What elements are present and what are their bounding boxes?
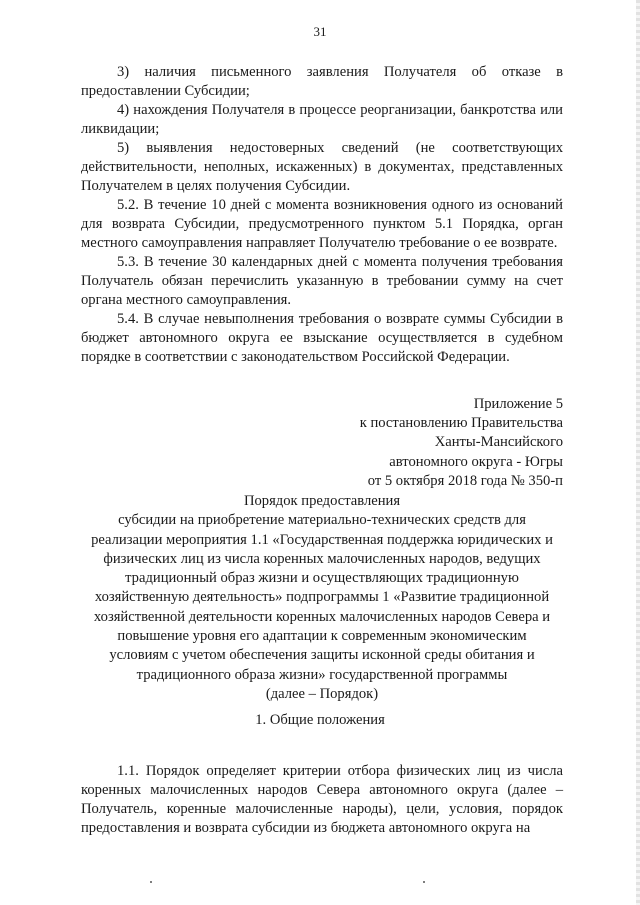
paragraph-item-4: 4) нахождения Получателя в процессе реорганизации, банкротства или ликвидации; [81,102,563,137]
title-line: условиям с учетом обеспечения защиты исконной среды обитания и [109,647,535,664]
title-line: физических лиц из числа коренных малочисленных народов, ведущих [103,550,541,567]
appendix-line: автономного округа - Югры [389,453,563,470]
title-line: (далее – Порядок) [265,685,379,702]
paragraph-5-3: 5.3. В течение 30 календарных дней с момента получения требования Получатель обязан перечислить указанную в требовании сумму на счет органа местного самоуправления. [81,254,563,308]
scan-edge-artifact [636,0,640,905]
appendix-line: к постановлению Правительства [359,415,563,432]
appendix-line: Приложение 5 [473,396,563,412]
bottom-text-block [81,762,563,838]
paragraph-5-2: 5.2. В течение 10 дней с момента возникновения одного из оснований для возврата Субсидии, предусмотренного пунктом 5.1 Порядка, орган местного самоуправления направляет Получателю требование о ее возврате. [81,197,563,251]
title-line: хозяйственной деятельности коренных малочисленных народов Севера и [93,608,551,625]
section-heading: 1. Общие положения [255,712,385,728]
paragraph-5-4: 5.4. В случае невыполнения требования о возврате суммы Субсидии в бюджет автономного округа ее взыскание осуществляется в судебном порядке в соответствии с законодательством Российской Федерации. [81,311,563,365]
document-title [81,492,563,704]
page-number: 31 [313,24,327,39]
appendix-line: Ханты-Мансийского [434,434,563,451]
appendix-line: от 5 октября 2018 года № 350-п [367,472,563,489]
title-line: Порядок предоставления [243,493,401,509]
paragraph-item-5: 5) выявления недостоверных сведений (не соответствующих действительности, неполных, искаженных) в документах, представленных Получателем в целях получения Субсидии. [81,140,563,194]
scan-speck [150,881,152,883]
appendix-block [300,395,563,491]
paragraph-1-1: 1.1. Порядок определяет критерии отбора физических лиц из числа коренных малочисленных народов Севера автономного округа (далее – Получатель, коренные малочисленные народы), цели, условия, порядок предоставления и возврата субсидии из бюджета автономного округа на [81,763,563,836]
scan-speck [423,881,425,883]
title-line: повышение уровня его адаптации к современным экономическим [117,628,527,645]
paragraph-item-3: 3) наличия письменного заявления Получателя об отказе в предоставлении Субсидии; [81,64,563,99]
title-line: субсидии на приобретение материально-технических средств для [118,512,526,529]
title-line: реализации мероприятия 1.1 «Государственная поддержка юридических и [91,531,553,548]
title-line: традиционного образа жизни» государственной программы [136,666,508,683]
title-line: хозяйственную деятельность» подпрограммы 1 «Развитие традиционной [94,589,550,606]
top-text-block [81,63,563,367]
title-line: традиционный образ жизни и осуществляющих традиционную [125,570,519,587]
